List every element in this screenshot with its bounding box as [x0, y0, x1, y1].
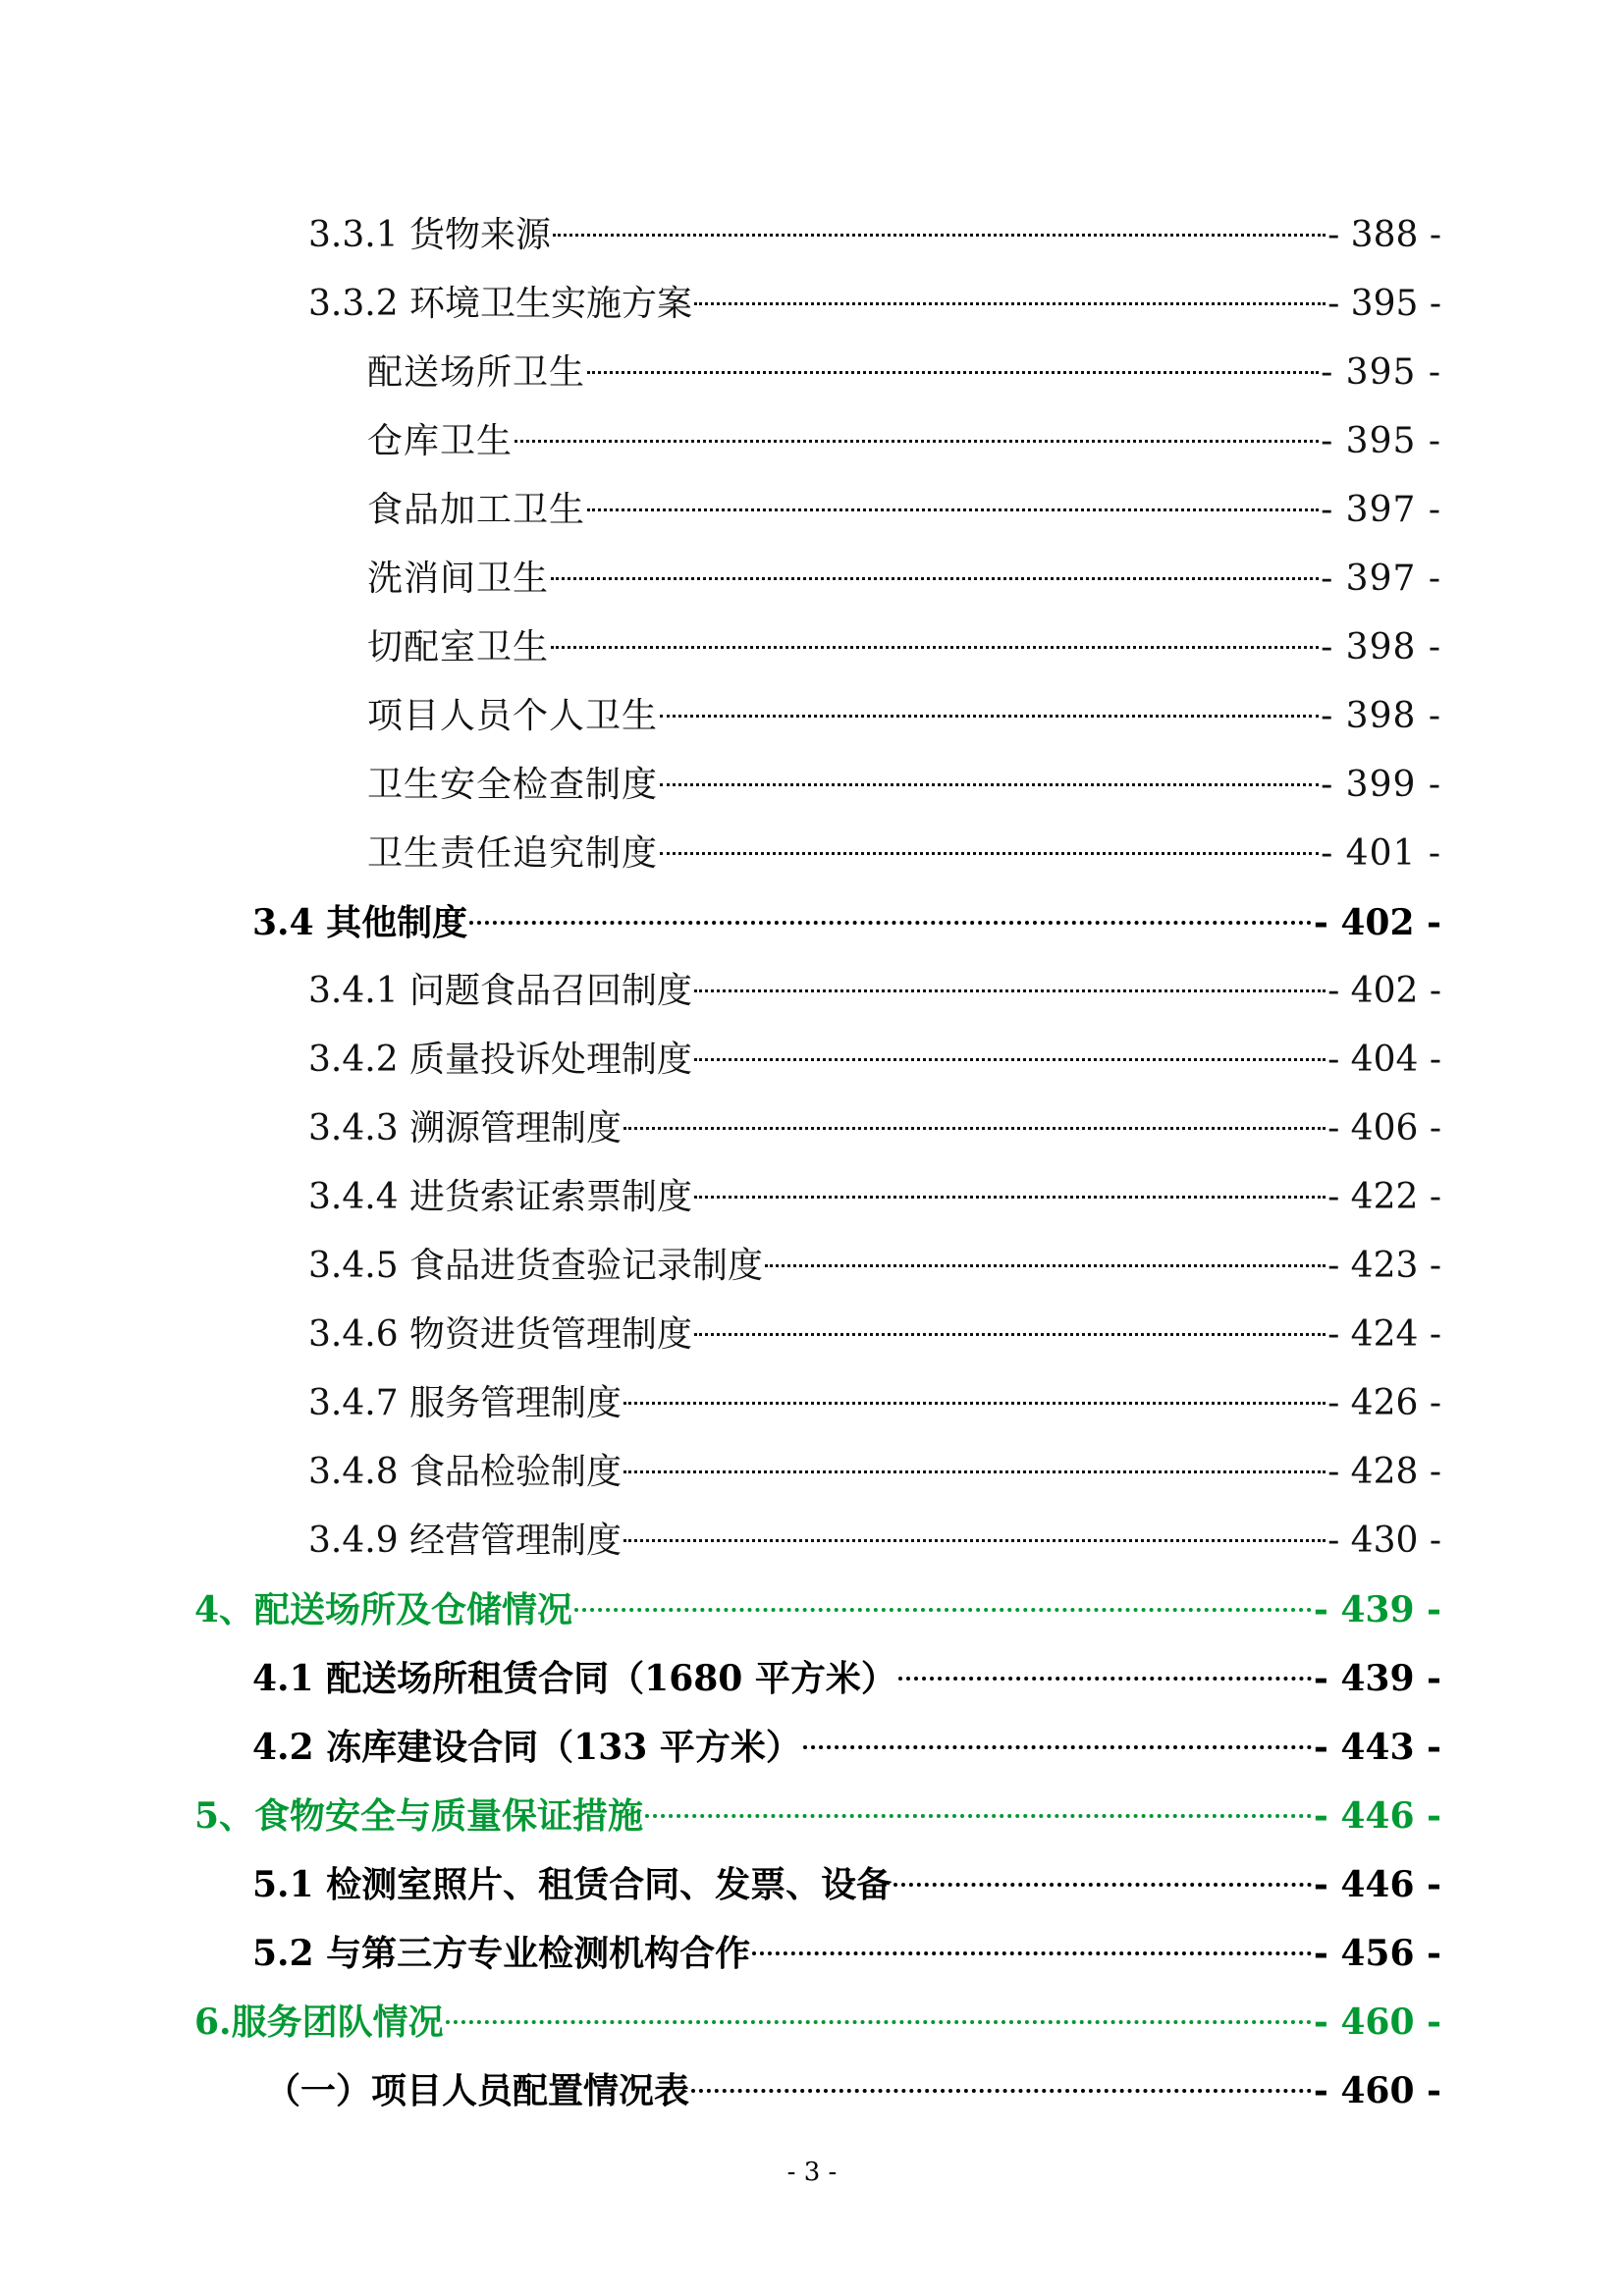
page-number: - 3 -: [786, 2158, 838, 2187]
toc-entry[interactable]: [0, 1163, 1624, 1232]
dot-leader: [694, 989, 1326, 992]
toc-entry[interactable]: [0, 1575, 1624, 1644]
dot-leader: [469, 921, 1312, 925]
toc-entry[interactable]: [0, 476, 1624, 545]
dot-leader: [645, 1814, 1312, 1818]
dot-leader: [694, 1333, 1326, 1336]
toc-entry-page: - 404 -: [1327, 1040, 1441, 1080]
toc-entry-page: - 402 -: [1313, 902, 1441, 943]
toc-entry-title: 3.3.1 货物来源: [308, 215, 552, 255]
toc-entry-page: - 422 -: [1327, 1177, 1441, 1217]
toc-entry[interactable]: [0, 1026, 1624, 1095]
toc-entry[interactable]: [0, 1988, 1624, 2056]
dot-leader: [765, 1264, 1326, 1267]
toc-entry-page: - 402 -: [1327, 971, 1441, 1011]
dot-leader: [587, 508, 1319, 511]
toc-entry[interactable]: [0, 1438, 1624, 1507]
toc-entry-title: 3.4.5 食品进货查验记录制度: [308, 1246, 764, 1286]
dot-leader: [623, 1539, 1326, 1542]
toc-entry-page: - 395 -: [1321, 421, 1441, 461]
toc-entry-title: 3.4.8 食品检验制度: [308, 1452, 623, 1492]
toc-entry[interactable]: [0, 1782, 1624, 1850]
dot-leader: [660, 715, 1319, 718]
dot-leader: [551, 646, 1319, 649]
toc-entry[interactable]: [0, 1850, 1624, 1919]
toc-entry-page: - 446 -: [1313, 1795, 1441, 1837]
dot-leader: [694, 1058, 1326, 1061]
dot-leader: [574, 1608, 1312, 1612]
dot-leader: [694, 302, 1326, 305]
toc-entry-title: 3.4.4 进货索证索票制度: [308, 1177, 693, 1217]
toc-entry-title: 5.2 与第三方专业检测机构合作: [252, 1933, 751, 1974]
toc-entry-page: - 397 -: [1321, 490, 1441, 530]
toc-entry-page: - 443 -: [1313, 1727, 1441, 1768]
toc-entry-page: - 439 -: [1313, 1658, 1441, 1699]
dot-leader: [587, 371, 1319, 374]
toc-entry-page: - 456 -: [1313, 1933, 1441, 1974]
toc-entry-title: （一）项目人员配置情况表: [265, 2070, 690, 2111]
toc-entry[interactable]: [0, 2056, 1624, 2125]
toc-entry-page: - 423 -: [1327, 1246, 1441, 1286]
dot-leader: [803, 1745, 1312, 1749]
toc-entry[interactable]: [0, 957, 1624, 1026]
dot-leader: [623, 1402, 1326, 1405]
toc-entry-page: - 424 -: [1327, 1314, 1441, 1355]
dot-leader: [660, 852, 1319, 855]
toc-entry[interactable]: [0, 1713, 1624, 1782]
dot-leader: [551, 577, 1319, 580]
toc-entry-title: 4、配送场所及仓储情况: [194, 1589, 573, 1630]
toc-entry[interactable]: [0, 1369, 1624, 1438]
dot-leader: [752, 1951, 1312, 1955]
toc-entry[interactable]: [0, 1232, 1624, 1301]
toc-entry[interactable]: [0, 682, 1624, 751]
toc-entry-page: - 398 -: [1321, 627, 1441, 667]
toc-entry-title: 3.4.3 溯源管理制度: [308, 1108, 623, 1148]
toc-entry-page: - 397 -: [1321, 559, 1441, 599]
dot-leader: [660, 783, 1319, 786]
toc-entry-page: - 406 -: [1327, 1108, 1441, 1148]
toc-entry-page: - 401 -: [1321, 833, 1441, 874]
toc-entry-title: 洗消间卫生: [367, 559, 550, 599]
toc-entry-title: 配送场所卫生: [367, 352, 586, 393]
toc-entry-title: 卫生安全检查制度: [367, 765, 659, 805]
table-of-contents: [0, 201, 1624, 2125]
toc-entry-title: 卫生责任追究制度: [367, 833, 659, 874]
toc-entry-page: - 430 -: [1327, 1521, 1441, 1561]
toc-entry[interactable]: [0, 1301, 1624, 1369]
toc-entry[interactable]: [0, 1095, 1624, 1163]
toc-entry-title: 项目人员个人卫生: [367, 696, 659, 736]
toc-entry-title: 4.2 冻库建设合同（133 平方米）: [252, 1727, 801, 1768]
dot-leader: [623, 1127, 1326, 1130]
toc-entry-title: 3.3.2 环境卫生实施方案: [308, 284, 693, 324]
toc-entry[interactable]: [0, 545, 1624, 614]
toc-entry-title: 3.4.1 问题食品召回制度: [308, 971, 693, 1011]
toc-entry-title: 切配室卫生: [367, 627, 550, 667]
toc-entry[interactable]: [0, 1644, 1624, 1713]
toc-entry[interactable]: [0, 407, 1624, 476]
toc-entry-page: - 460 -: [1313, 2070, 1441, 2111]
toc-entry-page: - 426 -: [1327, 1383, 1441, 1423]
dot-leader: [893, 1883, 1312, 1887]
toc-entry-title: 5.1 检测室照片、租赁合同、发票、设备: [252, 1864, 893, 1905]
toc-entry[interactable]: [0, 201, 1624, 270]
toc-entry-title: 6.服务团队情况: [194, 2002, 444, 2043]
toc-entry-page: - 388 -: [1327, 215, 1441, 255]
dot-leader: [898, 1677, 1312, 1681]
toc-entry-title: 3.4.2 质量投诉处理制度: [308, 1040, 693, 1080]
toc-entry-title: 3.4.7 服务管理制度: [308, 1383, 623, 1423]
toc-entry[interactable]: [0, 751, 1624, 820]
toc-entry-title: 食品加工卫生: [367, 490, 586, 530]
dot-leader: [514, 440, 1319, 443]
page-footer: [0, 2158, 1624, 2187]
toc-entry-title: 3.4.6 物资进货管理制度: [308, 1314, 693, 1355]
toc-entry-title: 4.1 配送场所租赁合同（1680 平方米）: [252, 1658, 896, 1699]
toc-entry[interactable]: [0, 888, 1624, 957]
dot-leader: [446, 2020, 1312, 2024]
toc-entry-title: 仓库卫生: [367, 421, 514, 461]
dot-leader: [691, 2089, 1312, 2093]
toc-entry-page: - 398 -: [1321, 696, 1441, 736]
toc-entry[interactable]: [0, 339, 1624, 407]
toc-entry[interactable]: [0, 1507, 1624, 1575]
toc-entry-title: 3.4 其他制度: [252, 902, 468, 943]
toc-entry-page: - 399 -: [1321, 765, 1441, 805]
toc-entry-page: - 395 -: [1321, 352, 1441, 393]
toc-entry-page: - 439 -: [1313, 1589, 1441, 1630]
toc-entry[interactable]: [0, 820, 1624, 888]
toc-entry-title: 5、食物安全与质量保证措施: [194, 1795, 644, 1837]
toc-entry[interactable]: [0, 270, 1624, 339]
toc-entry-page: - 446 -: [1313, 1864, 1441, 1905]
dot-leader: [553, 234, 1326, 237]
dot-leader: [623, 1470, 1326, 1473]
toc-entry-title: 3.4.9 经营管理制度: [308, 1521, 623, 1561]
toc-entry[interactable]: [0, 614, 1624, 682]
toc-entry-page: - 428 -: [1327, 1452, 1441, 1492]
dot-leader: [694, 1196, 1326, 1199]
toc-entry-page: - 395 -: [1327, 284, 1441, 324]
toc-entry[interactable]: [0, 1919, 1624, 1988]
toc-entry-page: - 460 -: [1313, 2002, 1441, 2043]
